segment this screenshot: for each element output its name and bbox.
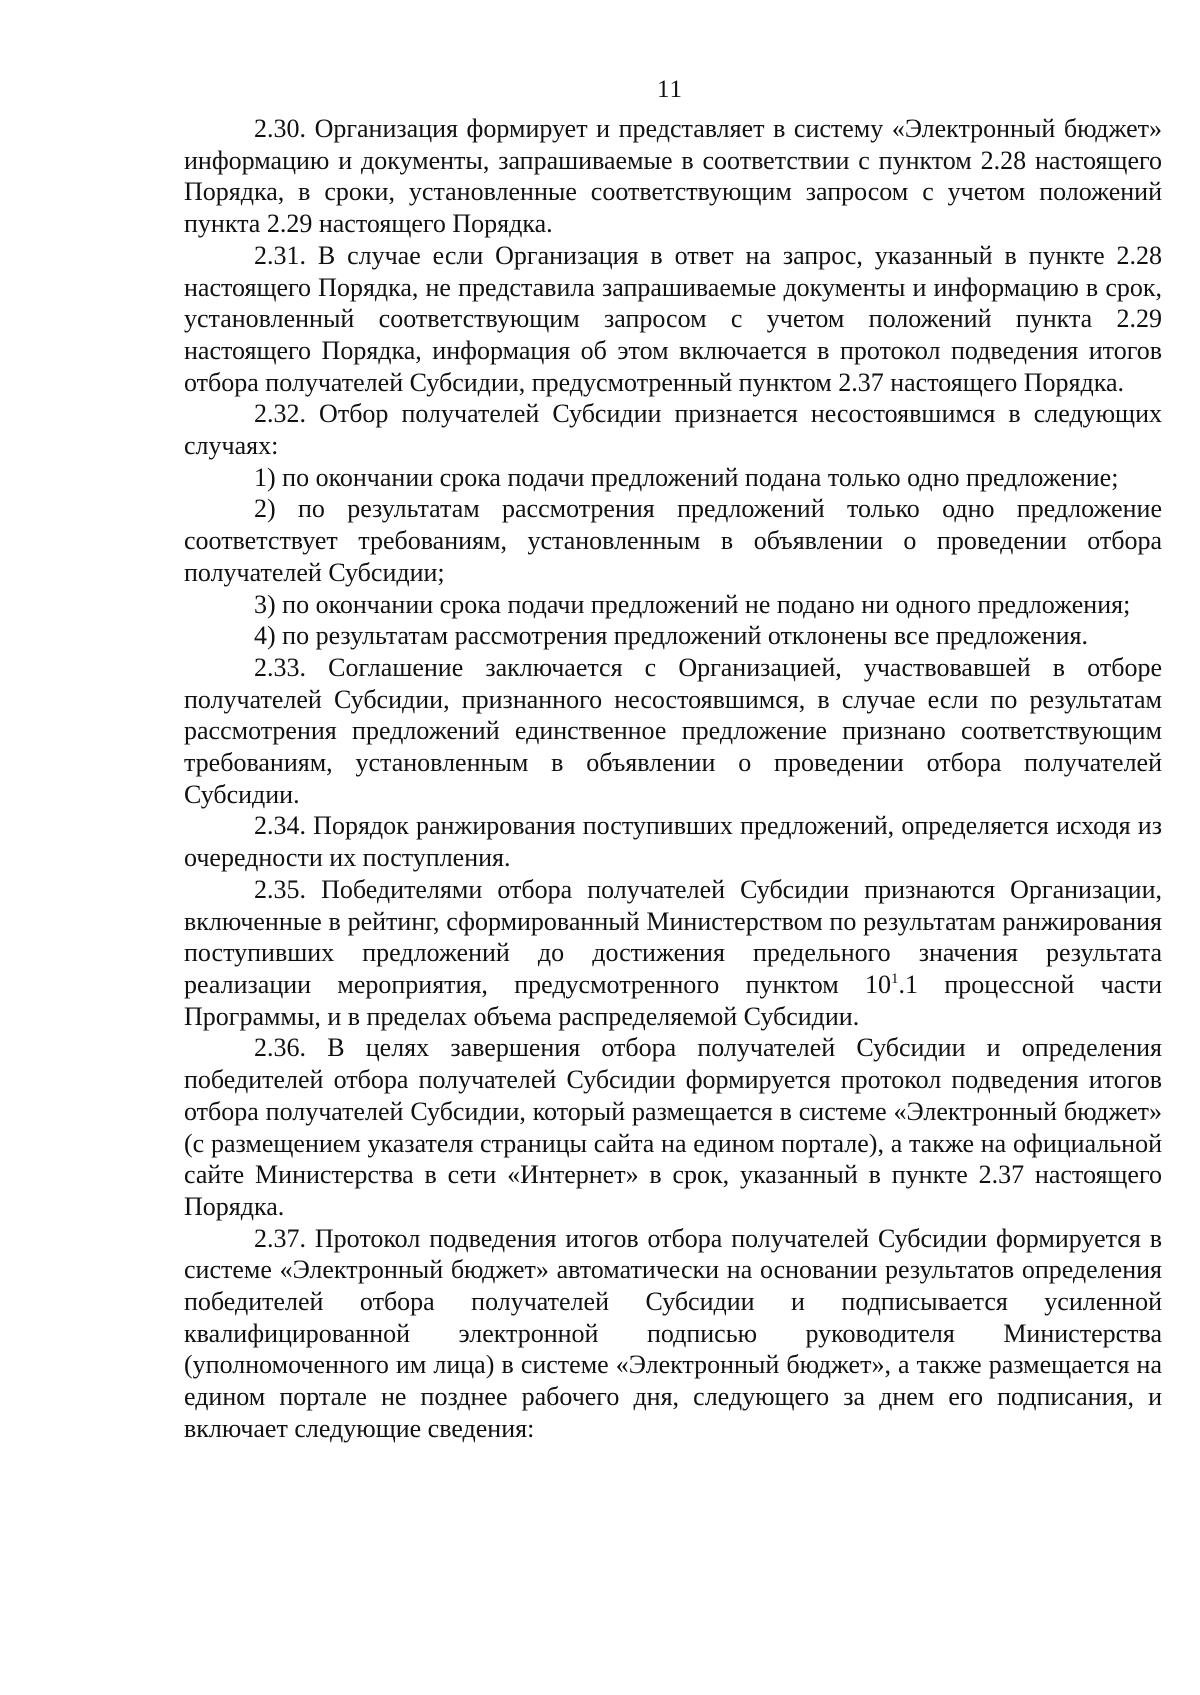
paragraph-2-33: 2.33. Соглашение заключается с Организацией, участвовавшей в отборе получателей Субсидии, признанного несостоявшимся, в случае если по результатам рассмотрения предложений единственное предложение признано соответствующим требованиям, установленным в объявлении о проведении отбора получателей Субсидии. [184, 652, 1162, 809]
paragraph-2-34: 2.34. Порядок ранжирования поступивших предложений, определяется исходя из очередности их поступления. [184, 811, 1162, 873]
paragraph-2-31: 2.31. В случае если Организация в ответ на запрос, указанный в пункте 2.28 настоящего Порядка, не представила запрашиваемые документы и информацию в срок, установленный соответствующим запросом с учетом положений пункта 2.29 настоящего Порядка, информация об этом включается в протокол подведения итогов отбора получателей Субсидии, предусмотренный пунктом 2.37 настоящего Порядка. [184, 240, 1162, 397]
paragraph-2-35-text-start: 2.35. Победителями отбора получателей Субсидии признаются Организации, включенные в рейтинг, сформированный Министерством по результатам ранжирования поступивших предложений до достижения предельного значения результата реализации мероприятия, предусмотренного пунктом 10 [184, 874, 1162, 999]
superscript: 1 [891, 970, 899, 987]
list-item-2-32-1: 1) по окончании срока подачи предложений подана только одно предложение; [254, 462, 1119, 492]
paragraph-2-30: 2.30. Организация формирует и представляет в систему «Электронный бюджет» информацию и документы, запрашиваемые в соответствии с пунктом 2.28 настоящего Порядка, в сроки, установленные соответствующим запросом с учетом положений пункта 2.29 настоящего Порядка. [184, 114, 1162, 239]
paragraph-2-32: 2.32. Отбор получателей Субсидии признается несостоявшимся в следующих случаях: [184, 399, 1162, 461]
list-item-2-32-2: 2) по результатам рассмотрения предложений только одно предложение соответствует требованиям, установленным в объявлении о проведении отбора получателей Субсидии; [184, 494, 1162, 587]
page-number: 11 [656, 76, 684, 103]
paragraph-2-35 [184, 874, 1162, 1033]
paragraph-2-37: 2.37. Протокол подведения итогов отбора получателей Субсидии формируется в системе «Электронный бюджет» автоматически на основании результатов определения победителей отбора получателей Субсидии и подписывается усиленной квалифицированной электронной подписью руководителя Министерства (уполномоченного им лица) в системе «Электронный бюджет», а также размещается на едином портале не позднее рабочего дня, следующего за днем его подписания, и включает следующие сведения: [184, 1223, 1162, 1443]
document-body [184, 113, 1162, 1445]
paragraph-2-36: 2.36. В целях завершения отбора получателей Субсидии и определения победителей отбора получателей Субсидии формируется протокол подведения итогов отбора получателей Субсидии, который размещается в системе «Электронный бюджет» (с размещением указателя страницы сайта на едином портале), а также на официальной сайте Министерства в сети «Интернет» в срок, указанный в пункте 2.37 настоящего Порядка. [184, 1033, 1162, 1221]
list-item-2-32-4: 4) по результатам рассмотрения предложений отклонены все предложения. [254, 621, 1088, 651]
paragraph-2-35-text-end: .1 процессной части Программы, и в пределах объема распределяемой Субсидии. [184, 969, 1163, 1031]
list-item-2-32-3: 3) по окончании срока подачи предложений не подано ни одного предложения; [254, 589, 1131, 619]
